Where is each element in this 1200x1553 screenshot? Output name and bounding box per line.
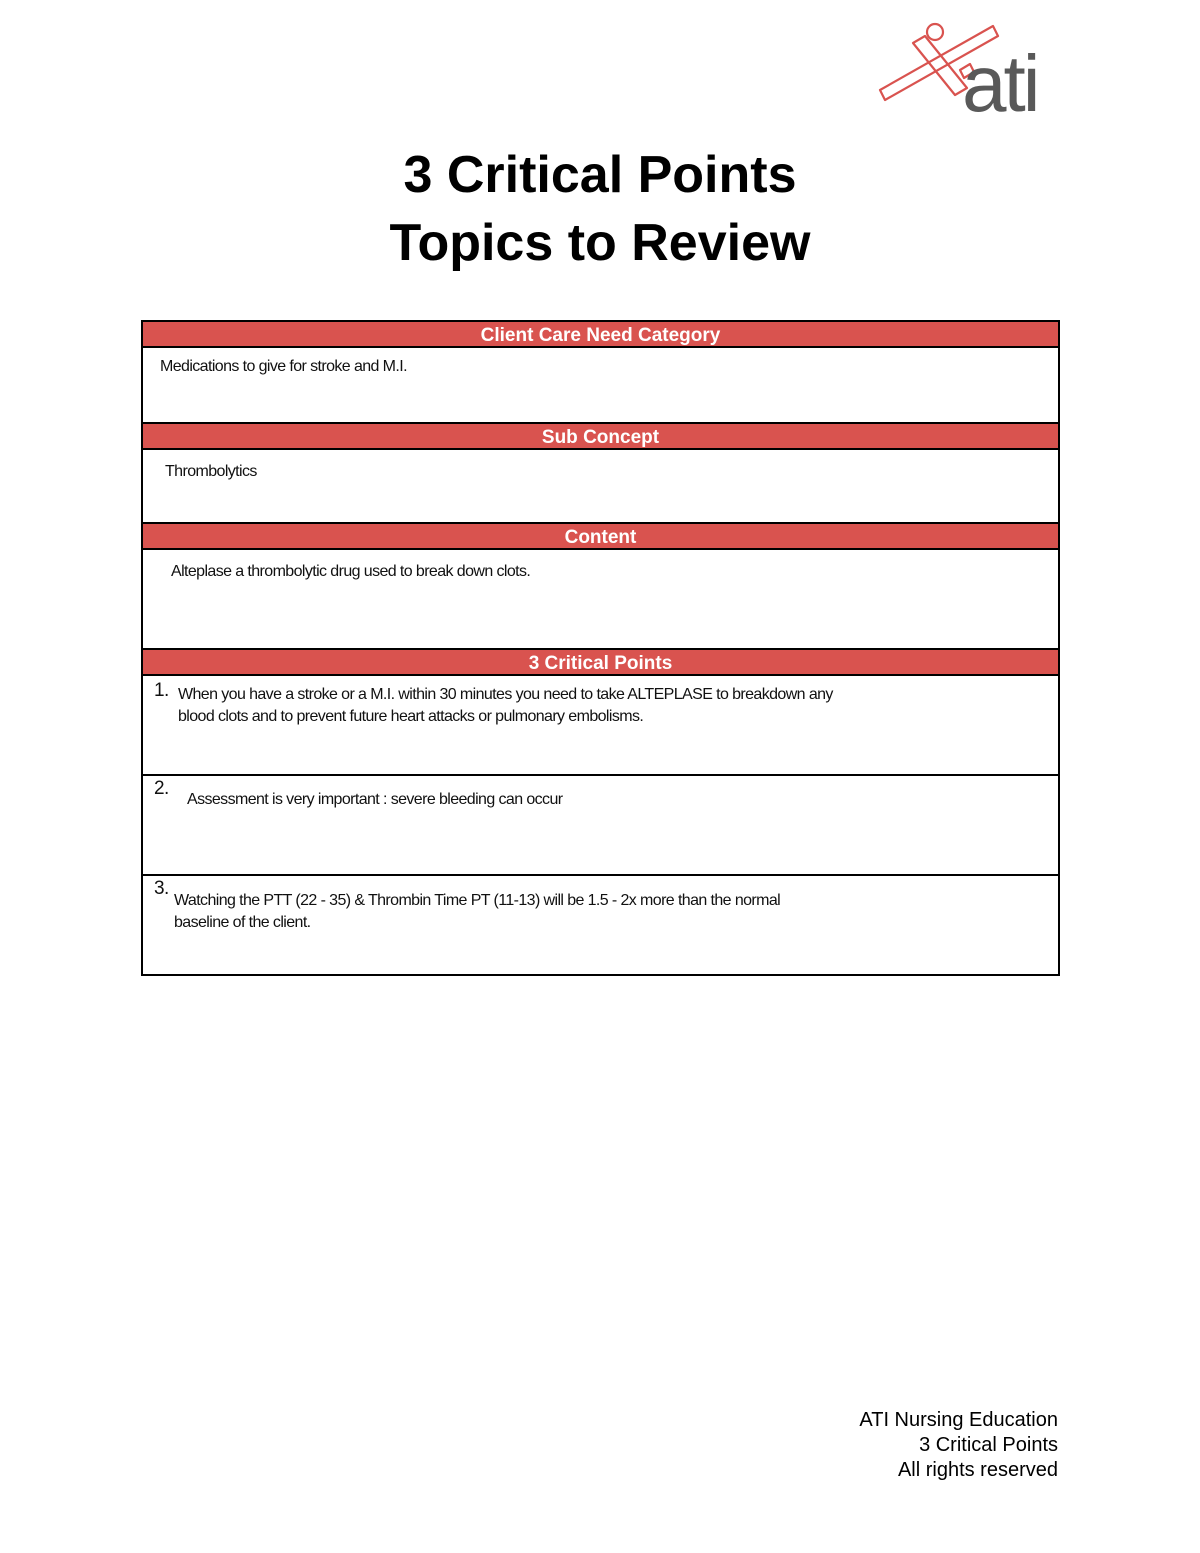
point-text-line2: blood clots and to prevent future heart attacks or pulmonary embolisms. <box>178 708 644 725</box>
sub-concept-cell <box>143 450 1058 524</box>
point-number: 2. <box>154 778 169 799</box>
category-cell <box>143 348 1058 424</box>
content-text: Alteplase a thrombolytic drug used to break down clots. <box>171 563 531 580</box>
sub-concept-header: Sub Concept <box>143 424 1058 450</box>
point-number: 3. <box>154 878 169 899</box>
logo-text: ati <box>962 39 1038 128</box>
point-number: 1. <box>154 680 169 701</box>
footer <box>859 1408 1058 1483</box>
critical-point-3 <box>143 876 1058 974</box>
point-text-line1: Watching the PTT (22 - 35) & Thrombin Time PT (11-13) will be 1.5 - 2x more than the normal <box>174 892 781 909</box>
page-title: 3 Critical Points <box>403 146 797 204</box>
content-header: Content <box>143 524 1058 550</box>
footer-line-org: ATI Nursing Education <box>859 1409 1058 1431</box>
critical-point-1 <box>143 676 1058 776</box>
point-text-line1: Assessment is very important : severe bleeding can occur <box>187 791 563 808</box>
critical-point-2 <box>143 776 1058 876</box>
page-subtitle: Topics to Review <box>389 214 811 272</box>
point-text-line1: When you have a stroke or a M.I. within 30 minutes you need to take ALTEPLASE to breakdown any <box>178 686 833 703</box>
sub-concept-text: Thrombolytics <box>165 463 257 480</box>
point-text-line2: baseline of the client. <box>174 914 311 931</box>
footer-line-doc: 3 Critical Points <box>919 1434 1058 1456</box>
content-cell <box>143 550 1058 650</box>
category-header: Client Care Need Category <box>143 322 1058 348</box>
category-text: Medications to give for stroke and M.I. <box>160 358 407 375</box>
critical-points-header: 3 Critical Points <box>143 650 1058 676</box>
footer-line-rights: All rights reserved <box>897 1459 1058 1481</box>
review-table <box>141 320 1060 976</box>
